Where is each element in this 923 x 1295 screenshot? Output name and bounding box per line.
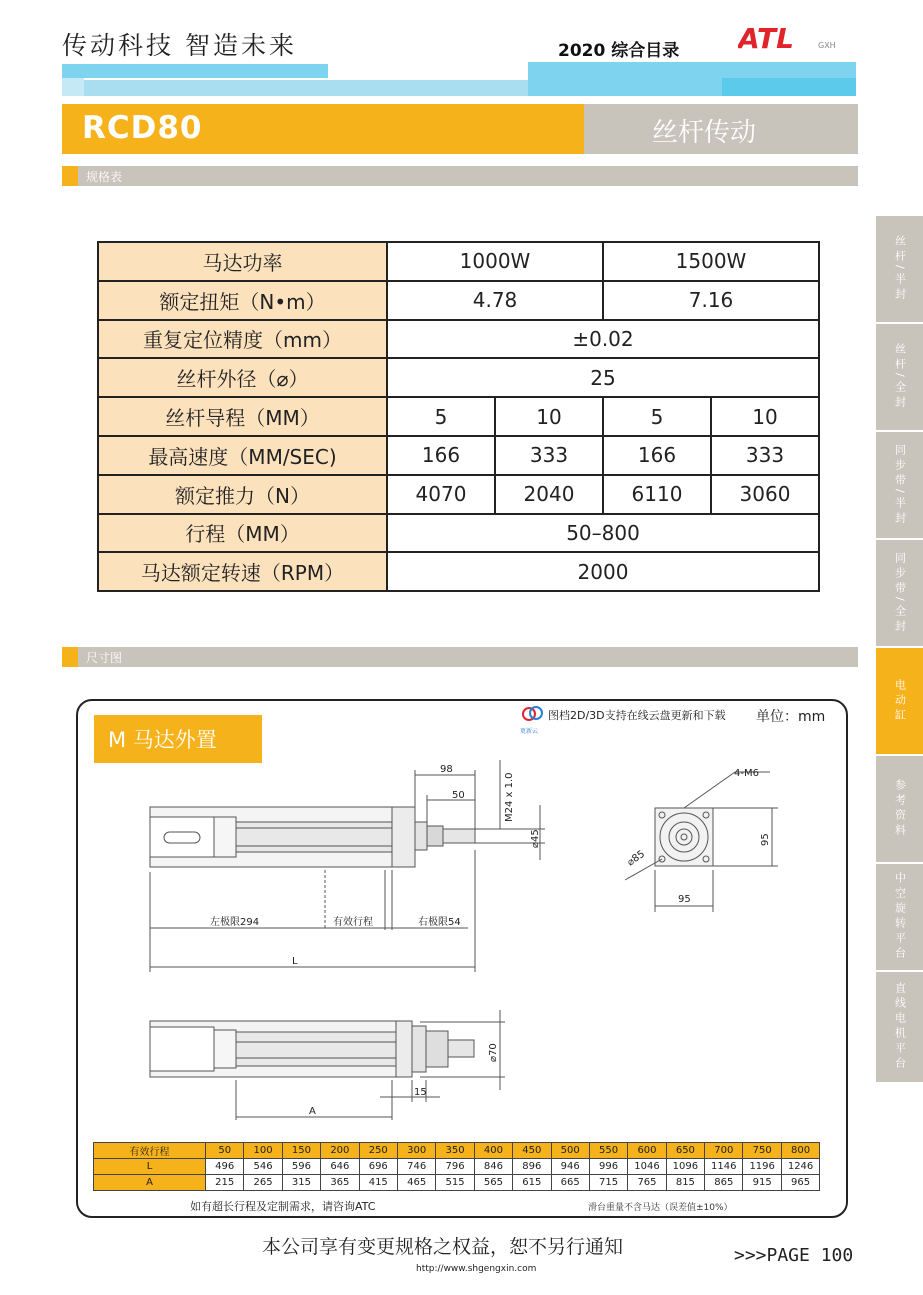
cell: 166 (603, 436, 711, 475)
table-row (94, 1159, 820, 1175)
dim-d70: ⌀70 (488, 1043, 499, 1062)
cell: 996 (589, 1159, 627, 1175)
logo-text: ATL (738, 24, 794, 54)
dim-95-h: 95 (678, 894, 691, 905)
dim-right-limit: 右极限54 (418, 917, 461, 928)
row-label: 重复定位精度（mm） (98, 320, 387, 359)
cell: 6110 (603, 475, 711, 514)
model-title: RCD80 (82, 110, 203, 146)
dim-L: L (292, 956, 298, 967)
dim-m6: 4-M6 (734, 768, 759, 779)
cloud-note: 图档2D/3D支持在线云盘更新和下载 (548, 709, 726, 722)
side-tab-screw-half[interactable]: 丝杆/半封 (876, 216, 923, 322)
cell: 865 (705, 1175, 743, 1191)
row-label: L (94, 1159, 206, 1175)
logo-sub: GXH (818, 41, 836, 50)
row-label: 额定推力（N） (98, 475, 387, 514)
stroke-table (93, 1142, 820, 1191)
cell: 696 (359, 1159, 397, 1175)
row-label: 马达额定转速（RPM） (98, 552, 387, 591)
cell: 715 (589, 1175, 627, 1191)
cell: 315 (282, 1175, 320, 1191)
dim-thread: M24 x 1.0 (504, 772, 515, 822)
cell: 800 (781, 1143, 819, 1159)
unit-label: 单位：mm (756, 709, 826, 725)
cell: 1500W (603, 242, 819, 281)
section-label: 尺寸图 (86, 651, 123, 665)
cell: 215 (206, 1175, 244, 1191)
cell: 1096 (666, 1159, 704, 1175)
screw-shaft (443, 829, 475, 843)
dim-95-v: 95 (760, 833, 771, 846)
cell: 350 (436, 1143, 474, 1159)
page-number: >>>PAGE 100 (734, 1245, 854, 1266)
dim-effective: 有效行程 (333, 917, 373, 928)
cell: 150 (282, 1143, 320, 1159)
drive-type: 丝杆传动 (651, 118, 756, 148)
cell: 700 (705, 1143, 743, 1159)
cell: 465 (397, 1175, 435, 1191)
cell: 750 (743, 1143, 781, 1159)
side-tab-linear-motor[interactable]: 直线电机平台 (876, 972, 923, 1082)
variant-label: M 马达外置 (94, 715, 262, 763)
row-label: 最高速度（MM/SEC) (98, 436, 387, 475)
cell: 7.16 (603, 281, 819, 320)
cell: 365 (321, 1175, 359, 1191)
dim-d85: ⌀85 (625, 848, 648, 869)
cell: 50–800 (387, 514, 819, 553)
dim-50: 50 (452, 790, 465, 801)
cell: 50 (206, 1143, 244, 1159)
cell: 665 (551, 1175, 589, 1191)
cell: 25 (387, 358, 819, 397)
cell: 550 (589, 1143, 627, 1159)
row-label: 丝杆导程（MM） (98, 397, 387, 436)
custom-note: 如有超长行程及定制需求，请咨询ATC (190, 1200, 376, 1213)
row-label: 有效行程 (94, 1143, 206, 1159)
cell: 100 (244, 1143, 282, 1159)
cell: 500 (551, 1143, 589, 1159)
cell: 596 (282, 1159, 320, 1175)
side-tab-screw-full[interactable]: 丝杆/全封 (876, 324, 923, 430)
cell: 415 (359, 1175, 397, 1191)
section-label: 规格表 (86, 170, 123, 184)
cell: 1046 (628, 1159, 666, 1175)
cell: 896 (513, 1159, 551, 1175)
cell: 4070 (387, 475, 495, 514)
side-tab-belt-half[interactable]: 同步带/半封 (876, 432, 923, 538)
cell: 10 (711, 397, 819, 436)
cell: 946 (551, 1159, 589, 1175)
cell: 2040 (495, 475, 603, 514)
dim-15: 15 (414, 1087, 427, 1098)
cell: 846 (474, 1159, 512, 1175)
dim-98: 98 (440, 764, 453, 775)
cell: 333 (711, 436, 819, 475)
cell: 965 (781, 1175, 819, 1191)
table-row (94, 1143, 820, 1159)
cell: 10 (495, 397, 603, 436)
cell: 915 (743, 1175, 781, 1191)
cell: 3060 (711, 475, 819, 514)
cell: 496 (206, 1159, 244, 1175)
rights-note: 本公司享有变更规格之权益，恕不另行通知 (262, 1236, 624, 1258)
cell: 200 (321, 1143, 359, 1159)
weight-note: 滑台重量不含马达（误差值±10%） (588, 1203, 733, 1213)
cell: 1000W (387, 242, 603, 281)
row-label: 丝杆外径（⌀） (98, 358, 387, 397)
cell: 600 (628, 1143, 666, 1159)
row-label: 马达功率 (98, 242, 387, 281)
cell: 333 (495, 436, 603, 475)
cell: 546 (244, 1159, 282, 1175)
cell: 4.78 (387, 281, 603, 320)
cell: 1196 (743, 1159, 781, 1175)
cell: 1146 (705, 1159, 743, 1175)
side-tab-reference[interactable]: 参考资料 (876, 756, 923, 862)
cell: 5 (387, 397, 495, 436)
cell: 815 (666, 1175, 704, 1191)
cloud-brand: 更新云 (520, 728, 539, 735)
cell: 166 (387, 436, 495, 475)
dim-left-limit: 左极限294 (210, 917, 260, 928)
side-tab-hollow-rotary[interactable]: 中空旋转平台 (876, 864, 923, 970)
cell: 515 (436, 1175, 474, 1191)
cell: 2000 (387, 552, 819, 591)
dim-d45: ⌀45 (530, 829, 541, 848)
cell: 265 (244, 1175, 282, 1191)
motor-flange (655, 808, 713, 866)
cell: 450 (513, 1143, 551, 1159)
website-link[interactable]: http://www.shgengxin.com (416, 1264, 537, 1274)
table-row (94, 1175, 820, 1191)
cell: 765 (628, 1175, 666, 1191)
row-label: 行程（MM） (98, 514, 387, 553)
cell: 1246 (781, 1159, 819, 1175)
side-tab-belt-full[interactable]: 同步带/全封 (876, 540, 923, 646)
cell: 400 (474, 1143, 512, 1159)
slogan: 传动科技 智造未来 (62, 31, 297, 60)
cell: 300 (397, 1143, 435, 1159)
row-label: A (94, 1175, 206, 1191)
row-label: 额定扭矩（N•m） (98, 281, 387, 320)
side-tab-electric-cylinder[interactable]: 电动缸 (876, 648, 923, 754)
catalog-label: 2020 综合目录 (558, 41, 680, 61)
cell: 746 (397, 1159, 435, 1175)
cell: ±0.02 (387, 320, 819, 359)
cell: 646 (321, 1159, 359, 1175)
cell: 650 (666, 1143, 704, 1159)
cell: 615 (513, 1175, 551, 1191)
cell: 565 (474, 1175, 512, 1191)
dim-A: A (309, 1106, 316, 1117)
cell: 5 (603, 397, 711, 436)
cell: 250 (359, 1143, 397, 1159)
cell: 796 (436, 1159, 474, 1175)
